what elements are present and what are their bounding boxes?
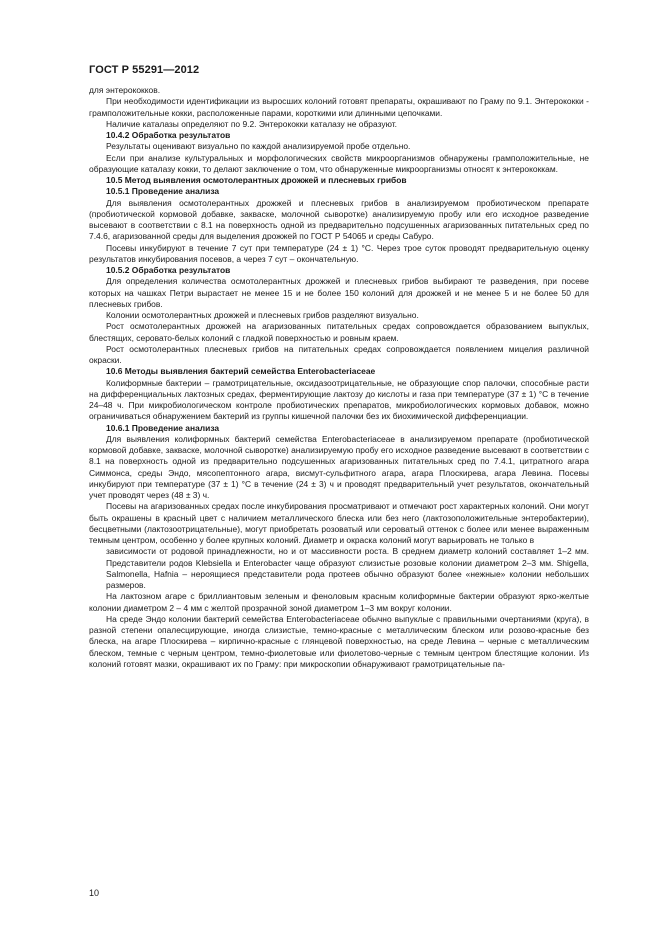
document-page	[89, 0, 589, 935]
section-heading: 10.5.1 Проведение анализа	[106, 186, 220, 197]
paragraph: Результаты оценивают визуально по каждой анализируемой пробе отдельно.	[106, 141, 411, 152]
section-heading: 10.5 Метод выявления осмотолерантных дрожжей и плесневых грибов	[106, 175, 407, 185]
section-heading: 10.6 Методы выявления бактерий семейства Enterobacteriaceae	[106, 366, 376, 377]
paragraph: Если при анализе культуральных и морфологических свойств микроорганизмов обнаружены грамположительные, не образующие каталазу кокки, то делают заключение о том, что обнаруженные микроорганизмы относят к энтерококкам.	[89, 152, 589, 174]
paragraph: Рост осмотолерантных плесневых грибов на питательных средах сопровождается появлением мицелия различной окраски.	[89, 343, 589, 365]
paragraph: Посевы инкубируют в течение 7 сут при температуре (24 ± 1) °С. Через трое суток проводят предварительную оценку результатов инкубирования посевов, а через 7 сут – окончательную.	[89, 242, 589, 264]
paragraph: Посевы на агаризованных средах после инкубирования просматривают и отмечают рост характерных колоний. Они могут быть окрашены в красный цвет с наличием металлического блеска или без него (лактозоположительные энтеробактерии), бесцветными (лактозоотрицательные), могут приобретать розоватый или сероватый оттенок с более или менее выраженным темным центром, особенно у более крупных колоний. Диаметр и окраска колоний могут варьировать не только в	[89, 501, 589, 545]
paragraph: Колонии осмотолерантных дрожжей и плесневых грибов разделяют визуально.	[106, 310, 419, 320]
document-body	[89, 85, 589, 670]
paragraph: Рост осмотолерантных дрожжей на агаризованных питательных средах сопровождается образованием выпуклых, блестящих, серовато-белых колоний с гладкой поверхностью и ровным краем.	[89, 321, 589, 343]
paragraph: На лактозном агаре с бриллиантовым зеленым и феноловым красным колиформные бактерии образуют ярко-желтые колонии диаметром 2 – 4 мм с желтой прозрачной зоной диаметром 1–3 мм вокруг колонии.	[89, 591, 589, 613]
paragraph: зависимости от родовой принадлежности, но и от массивности роста. В среднем диаметр колоний составляет 1–2 мм. Представители родов Klebsiella и Enterobacter чаще образуют слизистые розовые колонии диаметром 2–3 мм. Shigella, Salmonella, Hafnia – нероящиеся представители рода протеев обычно образуют более «нежные» колонии небольших размеров.	[106, 546, 589, 590]
paragraph: Наличие каталазы определяют по 9.2. Энтерококки каталазу не образуют.	[106, 118, 397, 129]
paragraph: На среде Эндо колонии бактерий семейства Enterobacteriaceae обычно выпуклые с правильными очертаниями (круга), в разной степени опалесцирующие, иногда слизистые, темно-красные с металлическим блеском или розово-красные без блеска, на агаре Плоскирева – кирпично-красные с глянцевой поверхностью, на среде Левина – черные с металлическим блеском, темные с черным центром, темно-фиолетовые или фиолетово-черные с темным центром блестящие колонии. Из колоний готовят мазки, окрашивают их по Граму: при микроскопии обнаруживают грамотрицательные па-	[89, 613, 589, 669]
paragraph: Колиформные бактерии – грамотрицательные, оксидазоотрицательные, не образующие спор палочки, способные расти на дифференциальных лактозных средах, ферментирующие лактозу до кислоты и газа при температуре (37 ± 1) °С в течение 24–48 ч. При микробиологическом контроле пробиотических препаратов, микробиологических кормовых добавок, можно ограничиваться обнаружением бактерий из группы кишечной палочки без их биохимической дифференциации.	[89, 377, 589, 422]
paragraph: При необходимости идентификации из выросших колоний готовят препараты, окрашивают по Граму по 9.1. Энтерококки - грамположительные кокки, расположенные парами, короткими или длинными цепочками.	[89, 96, 589, 118]
paragraph: для энтерококков.	[89, 85, 161, 95]
section-heading: 10.5.2 Обработка результатов	[106, 265, 231, 275]
document-header: ГОСТ Р 55291—2012	[89, 64, 200, 76]
paragraph: Для выявления осмотолерантных дрожжей и плесневых грибов в анализируемом пробиотическом препарате (пробиотической кормовой добавке, закваске, молочной сыворотке) анализируемую пробу или его исходное разведение высевают в соответствии с 8.1 на поверхность одной из предварительно подсушенных агаризованных питательных сред по 7.4.6, агаризованной среды для выделения дрожжей по ГОСТ Р 54065 и среды Сабуро.	[89, 197, 589, 242]
paragraph: Для определения количества осмотолерантных дрожжей и плесневых грибов выбирают те разведения, при посеве которых на чашках Петри вырастает не менее 15 и не более 150 колоний для дрожжей и не менее 5 и не более 50 для плесневых грибов.	[89, 276, 589, 309]
paragraph: Для выявления колиформных бактерий семейства Enterobacteriaceae в анализируемом препарате (пробиотической кормовой добавке, закваске, молочной сыворотке) анализируемую пробу его исходное разведение высевают в соответствии с 8.1 на поверхность одной из предварительно подсушенных агаризованных питательных сред по 7.4.1, цитратного агара Симмонса, среды Эндо, мясопептонного агара, висмут-сульфитного агара, агара Плоскирева, агара Левина. Посевы инкубируют при температуре (37 ± 1) °С в течение (24 ± 3) ч и проводят предварительный учет результатов, окончательный учет проводят через (48 ± 3) ч.	[89, 433, 589, 500]
section-heading: 10.4.2 Обработка результатов	[106, 130, 231, 140]
section-heading: 10.6.1 Проведение анализа	[106, 422, 220, 433]
page-number: 10	[89, 888, 100, 898]
